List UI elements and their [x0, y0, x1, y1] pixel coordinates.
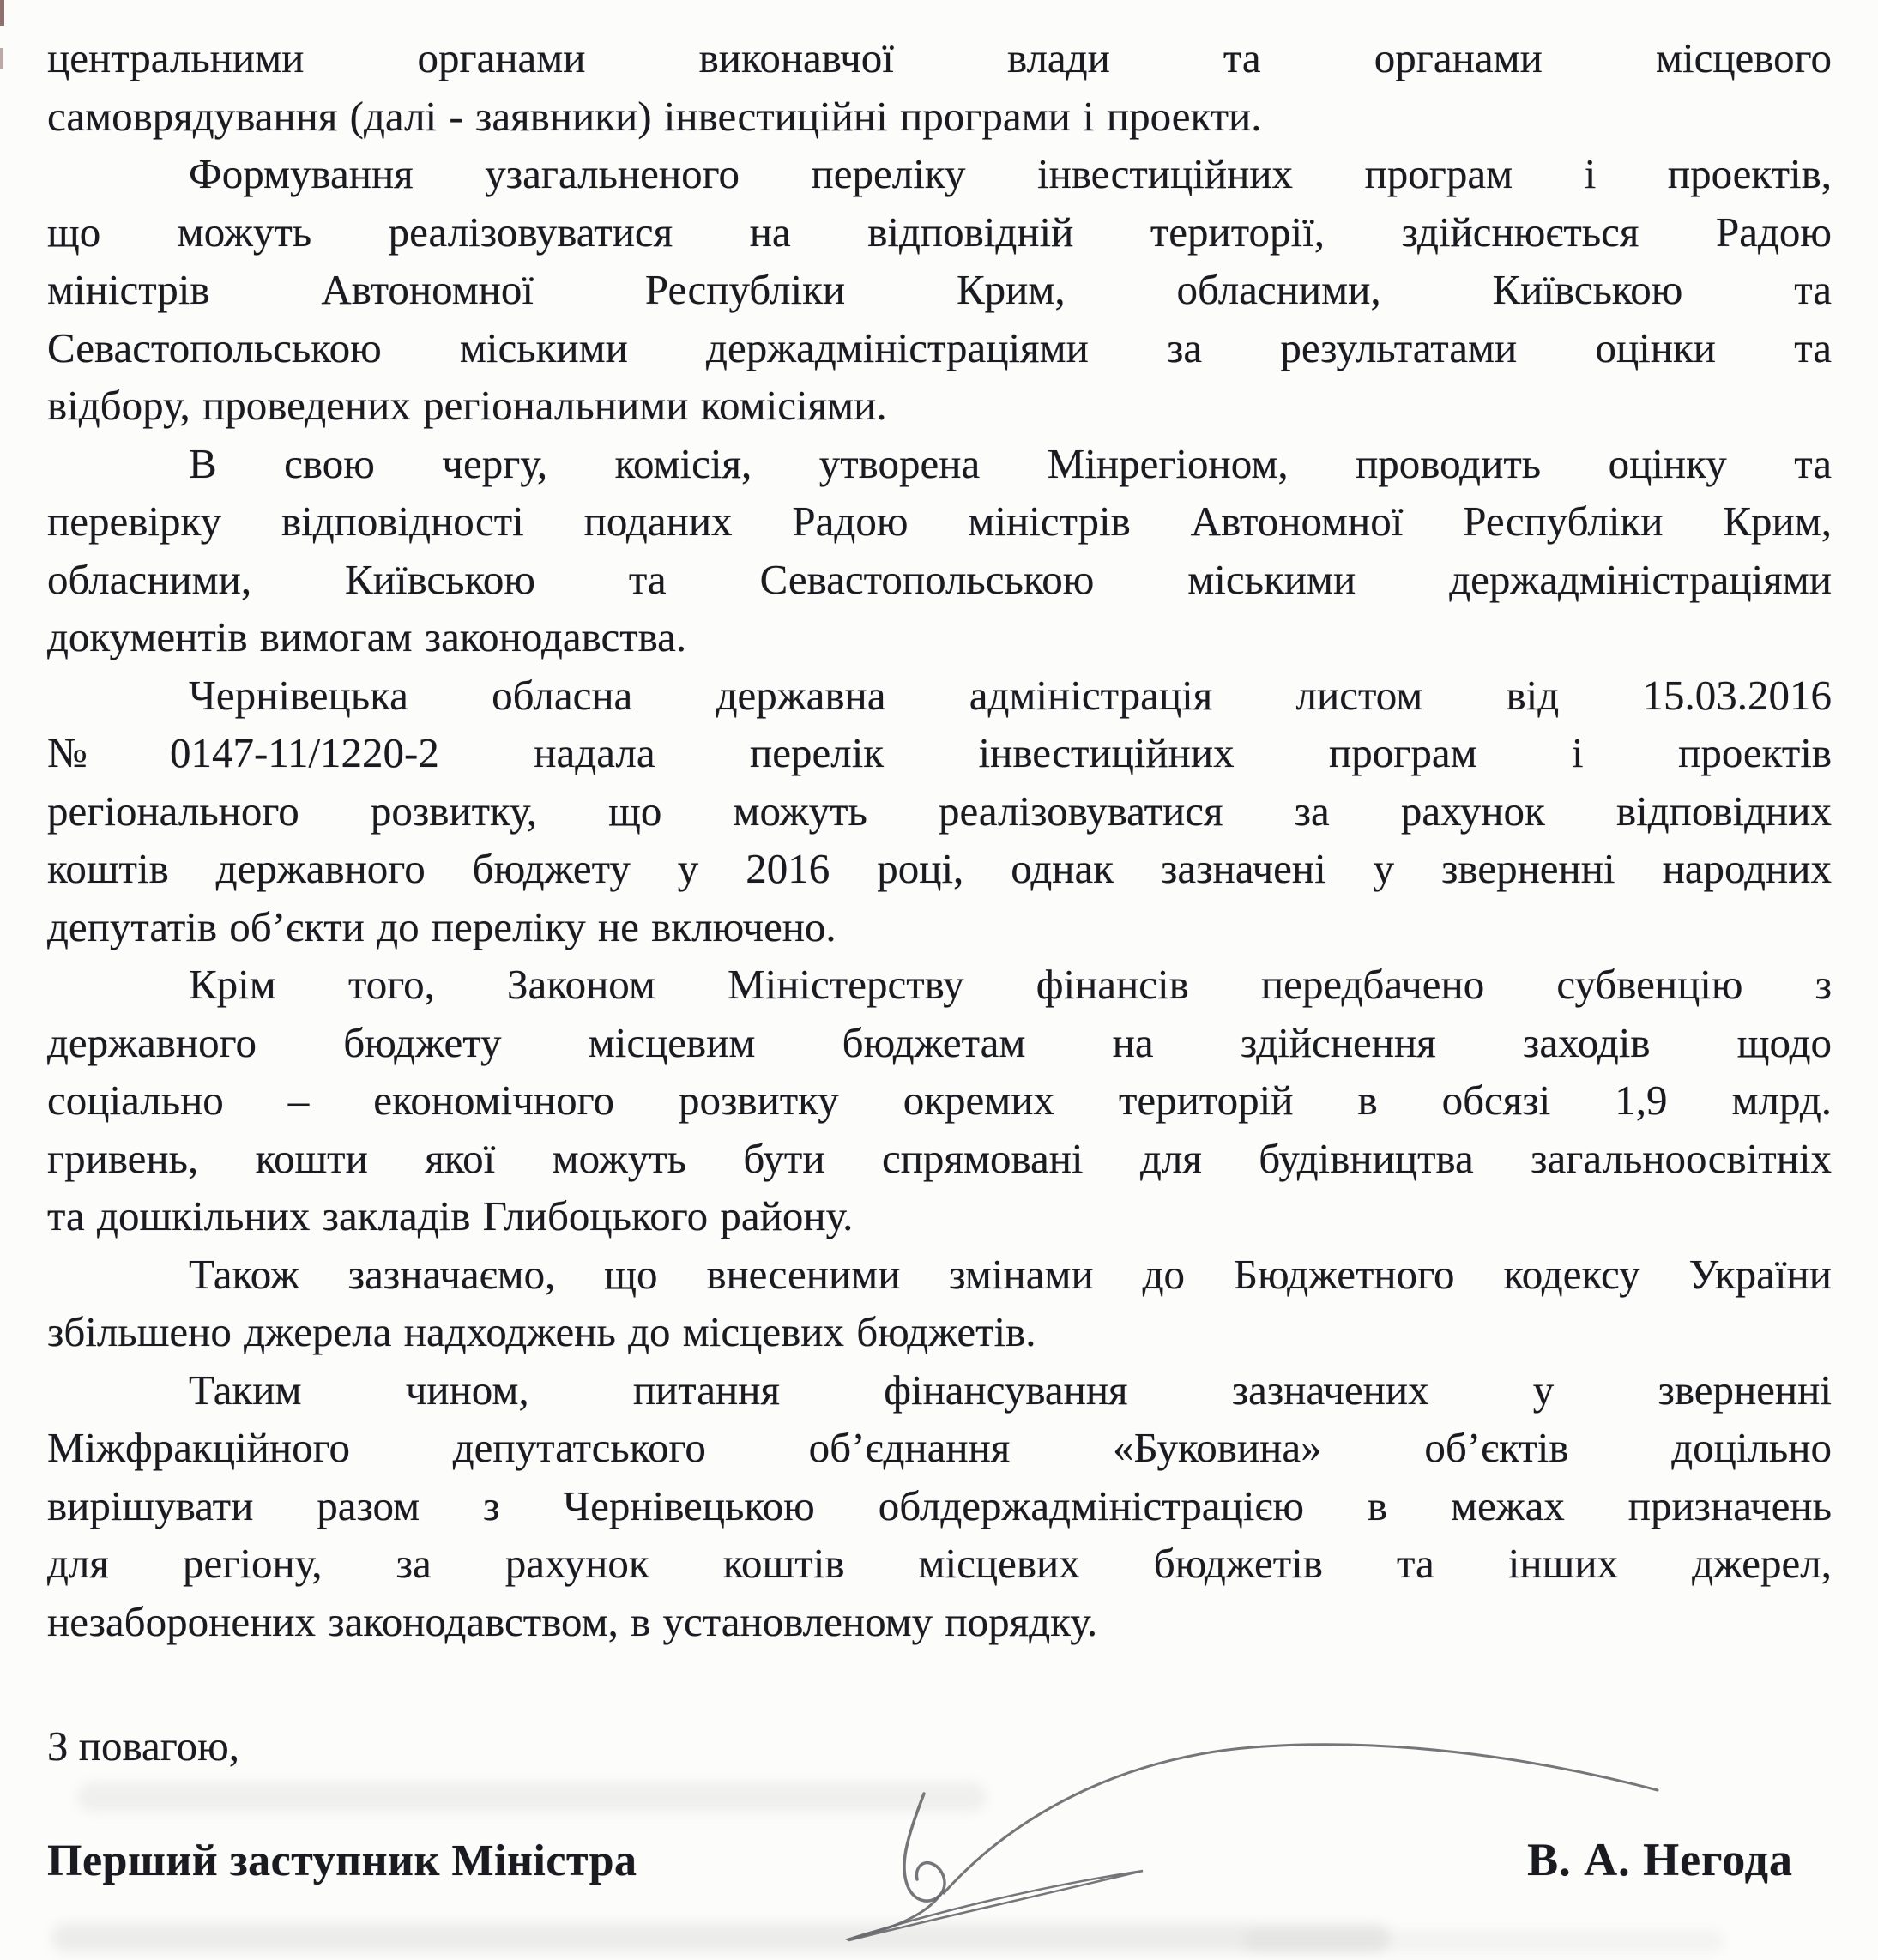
- body-line: регіонального розвитку, що можуть реалізовуватися за рахунок відповідних: [47, 787, 1832, 835]
- scan-smudge: [51, 1923, 1390, 1952]
- body-line: документів вимогам законодавства.: [47, 613, 687, 660]
- body-line: самоврядування (далі - заявники) інвестиційні програми і проекти.: [47, 92, 1262, 140]
- scan-edge-artifact: [0, 48, 3, 69]
- body-line: збільшено джерела надходжень до місцевих бюджетів.: [47, 1308, 1036, 1355]
- body-line: Чернівецька обласна державна адміністрація листом від 15.03.2016: [189, 671, 1832, 719]
- body-line: відбору, проведених регіональними комісіями.: [47, 382, 887, 429]
- scan-smudge: [77, 1782, 987, 1812]
- body-line: депутатів об’єкти до переліку не включено.: [47, 902, 836, 950]
- body-line: Також зазначаємо, що внесеними змінами до Бюджетного кодексу України: [189, 1250, 1832, 1298]
- letter-body: [47, 29, 1832, 1891]
- body-line: державного бюджету місцевим бюджетам на здійснення заходів щодо: [47, 1018, 1832, 1066]
- body-line: та дошкільних закладів Глибоцького району.: [47, 1192, 854, 1239]
- body-line: обласними, Київською та Севастопольською міськими держадміністраціями: [47, 555, 1832, 603]
- body-line: Формування узагальненого переліку інвестиційних програм і проектів,: [189, 150, 1832, 197]
- body-line: №0147-11/1220-2 надала перелік інвестиційних програм і проектів: [47, 729, 1832, 776]
- body-line: для регіону, за рахунок коштів місцевих бюджетів та інших джерел,: [47, 1540, 1832, 1587]
- body-line: В свою чергу, комісія, утворена Мінрегіоном, проводить оцінку та: [189, 439, 1832, 487]
- body-line: коштів державного бюджету у 2016 році, однак зазначені у зверненні народних: [47, 845, 1832, 892]
- body-line: міністрів Автономної Республіки Крим, обласними, Київською та: [47, 266, 1832, 313]
- signer-name: В. А. Негода: [1527, 1834, 1793, 1885]
- body-line: центральними органами виконавчої влади та органами місцевого: [47, 34, 1832, 81]
- body-line: соціально – економічного розвитку окремих територій в обсязі 1,9 млрд.: [47, 1076, 1832, 1124]
- scan-edge-artifact: [0, 0, 4, 26]
- body-line: Севастопольською міськими держадміністраціями за результатами оцінки та: [47, 323, 1832, 371]
- body-line: що можуть реалізовуватися на відповідній території, здійснюється Радою: [47, 208, 1832, 256]
- body-line: гривень, кошти якої можуть бути спрямовані для будівництва загальноосвітніх: [47, 1134, 1832, 1182]
- body-line: Міжфракційного депутатського об’єднання «Буковина» об’єктів доцільно: [47, 1424, 1832, 1471]
- signer-title: Перший заступник Міністра: [47, 1836, 637, 1885]
- body-line: вирішувати разом з Чернівецькою облдержадміністрацією в межах призначень: [47, 1481, 1832, 1529]
- closing-salutation: З повагою,: [47, 1722, 239, 1770]
- body-line: Таким чином, питання фінансування зазначених у зверненні: [189, 1366, 1832, 1414]
- signature-row: [47, 1830, 1832, 1891]
- body-line: перевірку відповідності поданих Радою міністрів Автономної Республіки Крим,: [47, 498, 1832, 545]
- body-line: Крім того, Законом Міністерству фінансів передбачено субвенцію з: [189, 961, 1832, 1008]
- scan-smudge: [1244, 1930, 1724, 1952]
- body-line: незаборонених законодавством, в установленому порядку.: [47, 1597, 1098, 1645]
